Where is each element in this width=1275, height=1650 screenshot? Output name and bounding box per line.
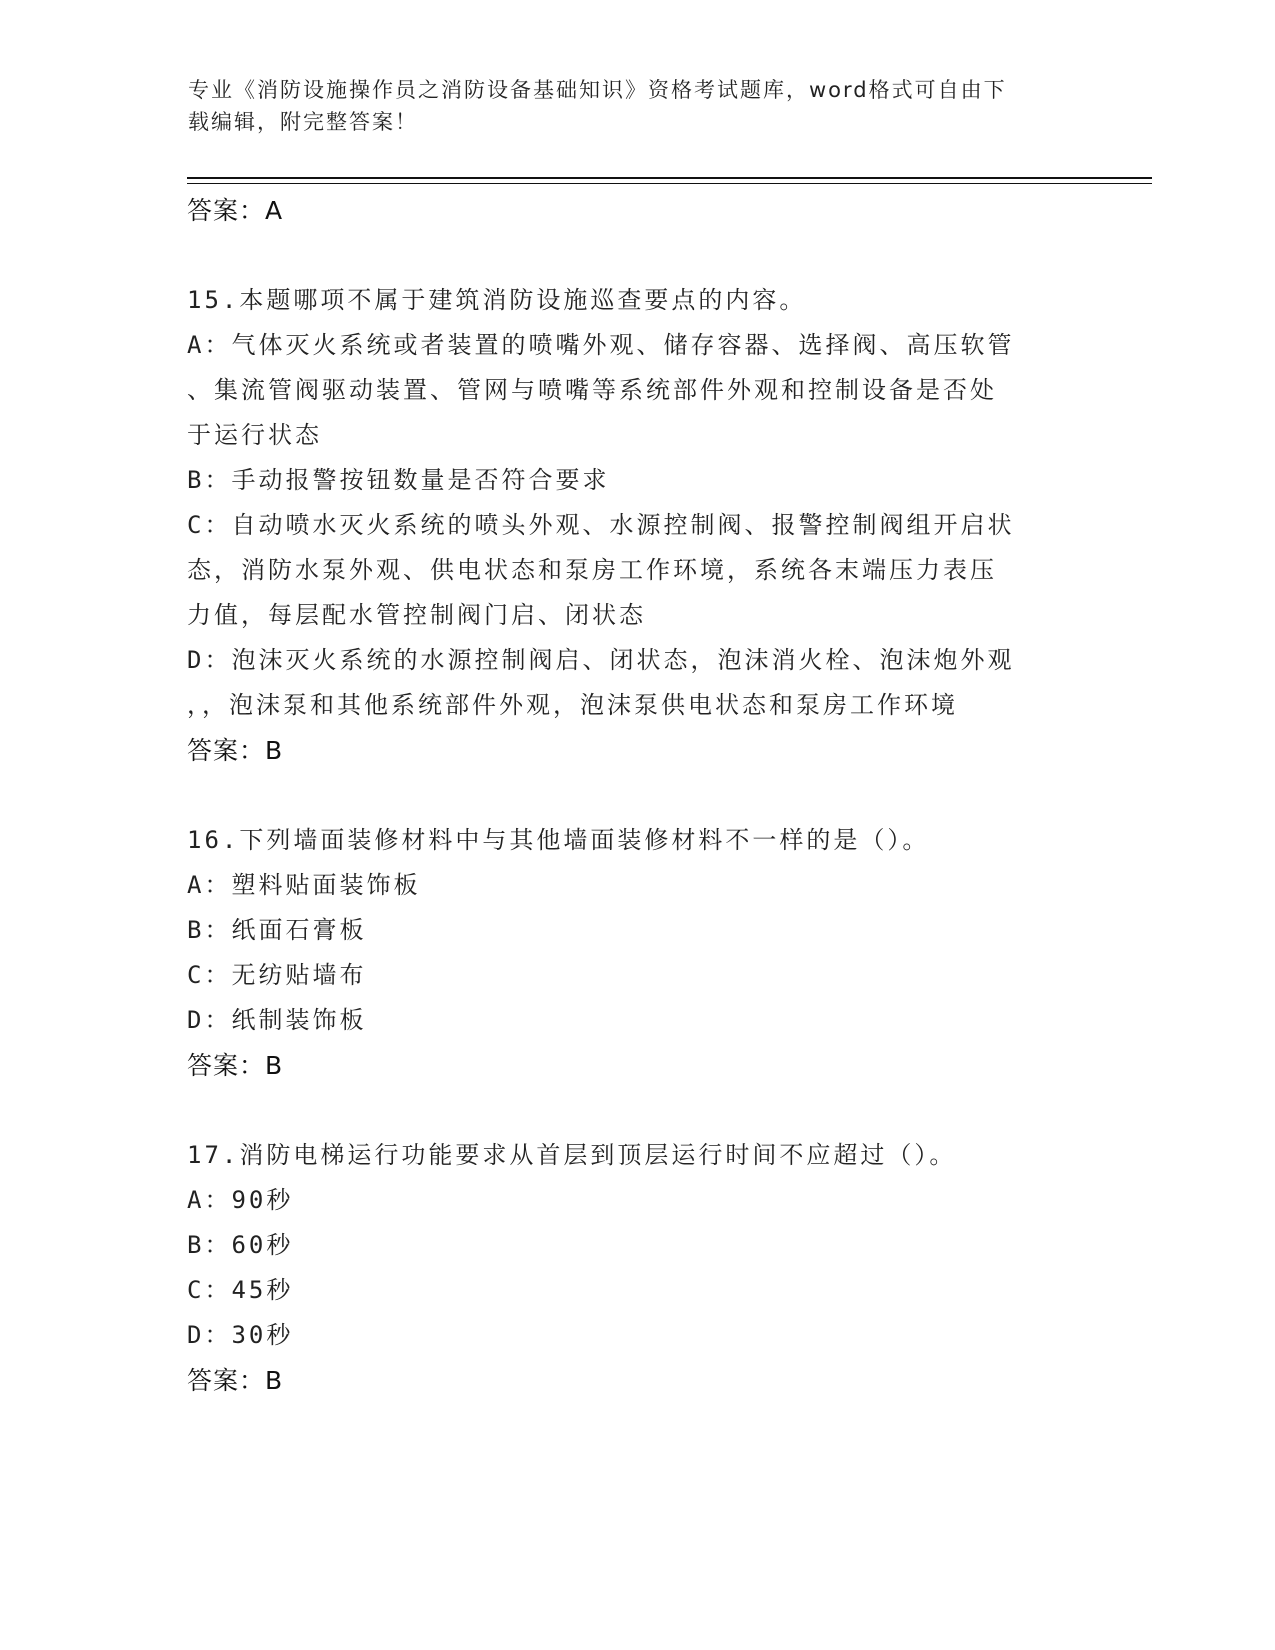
option-b-line: B：手动报警按钮数量是否符合要求 <box>187 466 610 494</box>
question-17 <box>187 1133 1087 1403</box>
answer-line: 答案：B <box>187 736 284 765</box>
option-c-line: 力值，每层配水管控制阀门启、闭状态 <box>187 601 646 629</box>
previous-answer: 答案：A <box>187 196 284 225</box>
spacer <box>187 773 1087 818</box>
spacer <box>187 233 1087 278</box>
option-b-line: B：60秒 <box>187 1231 294 1259</box>
option-a-line: A：塑料贴面装饰板 <box>187 871 421 899</box>
header-line: 载编辑，附完整答案！ <box>188 110 418 134</box>
option-d-line: ，，泡沫泵和其他系统部件外观，泡沫泵供电状态和泵房工作环境 <box>187 691 958 719</box>
question-list <box>187 188 1087 1403</box>
question-15 <box>187 278 1087 773</box>
spacer <box>187 1088 1087 1133</box>
answer-line: 答案：B <box>187 1051 284 1080</box>
option-b-line: B：纸面石膏板 <box>187 916 367 944</box>
option-a-line: A：气体灭火系统或者装置的喷嘴外观、储存容器、选择阀、高压软管 <box>187 331 1015 359</box>
question-stem: 15.本题哪项不属于建筑消防设施巡查要点的内容。 <box>187 286 807 314</box>
answer-line: 答案：B <box>187 1366 284 1395</box>
option-a-line: A：90秒 <box>187 1186 294 1214</box>
option-c-line: 态，消防水泵外观、供电状态和泵房工作环境，系统各末端压力表压 <box>187 556 997 584</box>
option-c-line: C：自动喷水灭火系统的喷头外观、水源控制阀、报警控制阀组开启状 <box>187 511 1015 539</box>
header-divider <box>187 177 1152 179</box>
question-stem: 16.下列墙面装修材料中与其他墙面装修材料不一样的是（）。 <box>187 826 930 854</box>
option-d-line: D：30秒 <box>187 1321 294 1349</box>
option-d-line: D：纸制装饰板 <box>187 1006 367 1034</box>
option-d-line: D：泡沫灭火系统的水源控制阀启、闭状态，泡沫消火栓、泡沫炮外观 <box>187 646 1015 674</box>
option-c-line: C：无纺贴墙布 <box>187 961 367 989</box>
question-16 <box>187 818 1087 1088</box>
header-divider-thin <box>187 183 1152 184</box>
option-c-line: C：45秒 <box>187 1276 294 1304</box>
question-stem: 17.消防电梯运行功能要求从首层到顶层运行时间不应超过（）。 <box>187 1141 957 1169</box>
document-header <box>188 74 1088 138</box>
header-line: 专业《消防设施操作员之消防设备基础知识》资格考试题库，word格式可自由下 <box>188 78 1007 102</box>
option-a-line: 于运行状态 <box>187 421 322 449</box>
option-a-line: 、集流管阀驱动装置、管网与喷嘴等系统部件外观和控制设备是否处 <box>187 376 997 404</box>
